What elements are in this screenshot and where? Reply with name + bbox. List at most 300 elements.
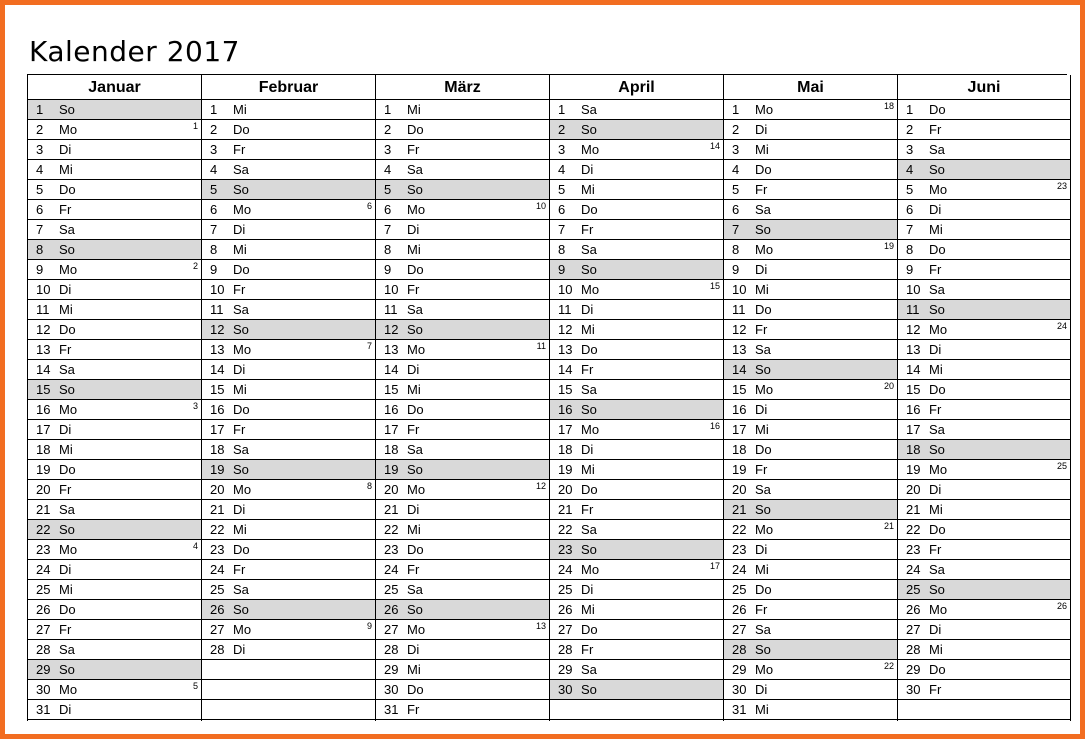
weekday-label: Di — [929, 482, 942, 497]
weekday-label: So — [59, 102, 75, 117]
day-number: 8 — [36, 242, 44, 257]
day-number: 18 — [558, 442, 573, 457]
weekday-label: So — [59, 242, 75, 257]
weekday-label: Sa — [581, 522, 597, 537]
day-number: 9 — [558, 262, 566, 277]
day-row — [898, 180, 1070, 200]
day-number: 11 — [558, 302, 572, 317]
day-number: 9 — [210, 262, 218, 277]
day-number: 8 — [384, 242, 392, 257]
day-row — [28, 540, 201, 560]
day-number: 31 — [732, 702, 747, 717]
week-number: 17 — [709, 561, 720, 571]
weekday-label: Fr — [59, 202, 72, 217]
day-row — [898, 120, 1070, 140]
week-number: 10 — [535, 201, 546, 211]
day-row — [376, 500, 549, 520]
day-number: 28 — [384, 642, 399, 657]
week-number: 15 — [709, 281, 720, 291]
day-number: 2 — [210, 122, 218, 137]
weekday-label: Mi — [59, 442, 73, 457]
day-number: 19 — [732, 462, 747, 477]
day-row — [28, 420, 201, 440]
day-number: 22 — [36, 522, 51, 537]
weekday-label: Do — [59, 462, 76, 477]
empty-day-cell — [550, 700, 723, 720]
weekday-label: Mo — [59, 122, 78, 137]
day-row — [376, 640, 549, 660]
weekday-label: Fr — [581, 642, 594, 657]
day-row — [898, 560, 1070, 580]
weekday-label: Di — [59, 562, 72, 577]
weekday-label: Di — [59, 702, 72, 717]
weekday-label: So — [755, 502, 771, 517]
day-number: 20 — [732, 482, 747, 497]
week-number: 22 — [883, 661, 894, 671]
day-number: 28 — [732, 642, 747, 657]
month-header: Januar — [28, 75, 201, 100]
day-row — [724, 240, 897, 260]
day-row — [376, 700, 549, 720]
day-number: 10 — [210, 282, 225, 297]
weekday-label: So — [581, 402, 597, 417]
day-row — [202, 140, 375, 160]
day-number: 18 — [906, 442, 921, 457]
day-row — [724, 340, 897, 360]
day-number: 5 — [558, 182, 566, 197]
day-row — [376, 360, 549, 380]
day-row — [28, 140, 201, 160]
weekday-label: Mi — [581, 322, 595, 337]
day-number: 9 — [36, 262, 44, 277]
day-row — [550, 140, 723, 160]
day-row — [550, 200, 723, 220]
day-number: 29 — [558, 662, 573, 677]
weekday-label: Sa — [929, 562, 945, 577]
day-number: 19 — [36, 462, 51, 477]
day-row — [28, 360, 201, 380]
weekday-label: Mo — [929, 322, 948, 337]
day-row — [724, 540, 897, 560]
weekday-label: Mo — [929, 462, 948, 477]
day-row — [898, 320, 1070, 340]
day-number: 12 — [906, 322, 921, 337]
day-number: 18 — [210, 442, 225, 457]
weekday-label: Mo — [581, 422, 600, 437]
day-row — [28, 340, 201, 360]
day-row — [202, 580, 375, 600]
day-number: 11 — [384, 302, 398, 317]
day-number: 23 — [210, 542, 225, 557]
day-number: 14 — [210, 362, 225, 377]
day-number: 10 — [732, 282, 747, 297]
day-number: 28 — [210, 642, 225, 657]
day-number: 14 — [384, 362, 399, 377]
day-row — [376, 560, 549, 580]
day-number: 28 — [558, 642, 573, 657]
day-number: 18 — [732, 442, 747, 457]
day-row — [550, 520, 723, 540]
day-number: 27 — [210, 622, 225, 637]
day-number: 25 — [36, 582, 51, 597]
day-row — [724, 320, 897, 340]
day-row — [550, 640, 723, 660]
weekday-label: Fr — [581, 502, 594, 517]
weekday-label: Do — [755, 582, 772, 597]
weekday-label: So — [755, 222, 771, 237]
day-row — [724, 120, 897, 140]
week-number: 4 — [192, 541, 198, 551]
weekday-label: So — [59, 382, 75, 397]
day-row — [550, 320, 723, 340]
weekday-label: Fr — [929, 122, 942, 137]
weekday-label: So — [581, 542, 597, 557]
weekday-label: Mi — [581, 462, 595, 477]
day-row — [898, 300, 1070, 320]
month-header: Juni — [898, 75, 1070, 100]
day-row — [202, 160, 375, 180]
weekday-label: Do — [929, 242, 946, 257]
day-row — [898, 200, 1070, 220]
day-row — [898, 540, 1070, 560]
day-row — [376, 480, 549, 500]
day-number: 30 — [732, 682, 747, 697]
day-number: 3 — [732, 142, 740, 157]
weekday-label: Sa — [59, 642, 75, 657]
weekday-label: Mi — [233, 242, 247, 257]
day-row — [376, 660, 549, 680]
weekday-label: Do — [407, 542, 424, 557]
weekday-label: Di — [929, 622, 942, 637]
week-number: 24 — [1056, 321, 1067, 331]
day-number: 20 — [36, 482, 51, 497]
weekday-label: Mo — [929, 182, 948, 197]
weekday-label: Fr — [929, 542, 942, 557]
weekday-label: Mo — [59, 262, 78, 277]
weekday-label: Mi — [929, 642, 943, 657]
day-row — [376, 620, 549, 640]
week-number: 19 — [883, 241, 894, 251]
day-row — [376, 120, 549, 140]
month-column-2 — [376, 75, 550, 721]
weekday-label: Sa — [407, 582, 423, 597]
day-row — [724, 600, 897, 620]
weekday-label: So — [59, 662, 75, 677]
weekday-label: Fr — [929, 402, 942, 417]
day-number: 21 — [36, 502, 51, 517]
weekday-label: Do — [581, 482, 598, 497]
weekday-label: Mi — [59, 162, 73, 177]
weekday-label: Di — [755, 122, 768, 137]
weekday-label: Mi — [755, 562, 769, 577]
weekday-label: So — [581, 122, 597, 137]
day-row — [376, 300, 549, 320]
weekday-label: Sa — [581, 242, 597, 257]
day-number: 21 — [558, 502, 573, 517]
empty-day-cell — [202, 700, 375, 720]
day-row — [202, 640, 375, 660]
day-number: 2 — [732, 122, 740, 137]
day-number: 11 — [732, 302, 746, 317]
weekday-label: Di — [581, 302, 594, 317]
weekday-label: Fr — [755, 602, 768, 617]
weekday-label: Mo — [581, 282, 600, 297]
day-number: 3 — [210, 142, 218, 157]
weekday-label: Fr — [755, 322, 768, 337]
month-header: April — [550, 75, 723, 100]
weekday-label: Sa — [59, 222, 75, 237]
day-row — [202, 380, 375, 400]
weekday-label: Sa — [407, 442, 423, 457]
month-column-0 — [28, 75, 202, 721]
day-row — [724, 100, 897, 120]
day-row — [550, 440, 723, 460]
day-row — [550, 100, 723, 120]
weekday-label: So — [929, 302, 945, 317]
weekday-label: Mi — [929, 362, 943, 377]
day-number: 17 — [558, 422, 573, 437]
day-number: 3 — [906, 142, 914, 157]
day-number: 25 — [558, 582, 573, 597]
day-number: 1 — [36, 102, 44, 117]
day-number: 26 — [558, 602, 573, 617]
week-number: 26 — [1056, 601, 1067, 611]
day-row — [376, 440, 549, 460]
day-number: 3 — [558, 142, 566, 157]
day-number: 14 — [36, 362, 51, 377]
weekday-label: So — [929, 442, 945, 457]
page-title: Kalender 2017 — [29, 35, 240, 68]
weekday-label: Di — [407, 222, 420, 237]
day-row — [898, 660, 1070, 680]
day-row — [724, 280, 897, 300]
day-row — [898, 380, 1070, 400]
day-number: 23 — [732, 542, 747, 557]
empty-day-cell — [898, 700, 1070, 720]
day-number: 21 — [384, 502, 399, 517]
day-number: 18 — [384, 442, 399, 457]
day-row — [376, 380, 549, 400]
empty-day-cell — [202, 680, 375, 700]
weekday-label: Do — [59, 322, 76, 337]
weekday-label: So — [407, 462, 423, 477]
day-number: 4 — [732, 162, 740, 177]
day-row — [28, 100, 201, 120]
day-row — [724, 480, 897, 500]
weekday-label: Sa — [581, 382, 597, 397]
day-row — [724, 300, 897, 320]
day-row — [550, 540, 723, 560]
day-row — [724, 700, 897, 720]
weekday-label: Do — [59, 182, 76, 197]
day-row — [202, 240, 375, 260]
day-row — [550, 660, 723, 680]
day-number: 4 — [210, 162, 218, 177]
day-number: 1 — [384, 102, 392, 117]
weekday-label: Di — [929, 202, 942, 217]
weekday-label: Mo — [59, 682, 78, 697]
weekday-label: Fr — [755, 182, 768, 197]
day-number: 8 — [558, 242, 566, 257]
day-row — [898, 220, 1070, 240]
week-number: 16 — [709, 421, 720, 431]
weekday-label: So — [233, 602, 249, 617]
day-row — [550, 380, 723, 400]
day-number: 28 — [36, 642, 51, 657]
weekday-label: Sa — [59, 502, 75, 517]
day-row — [724, 220, 897, 240]
day-number: 13 — [732, 342, 747, 357]
day-row — [724, 400, 897, 420]
day-row — [376, 180, 549, 200]
day-number: 2 — [906, 122, 914, 137]
weekday-label: So — [233, 182, 249, 197]
day-number: 29 — [36, 662, 51, 677]
day-number: 27 — [906, 622, 921, 637]
day-row — [898, 340, 1070, 360]
day-number: 25 — [210, 582, 225, 597]
day-row — [202, 260, 375, 280]
weekday-label: Mo — [59, 542, 78, 557]
day-row — [550, 220, 723, 240]
weekday-label: Mo — [755, 382, 774, 397]
weekday-label: Sa — [581, 102, 597, 117]
empty-day-cell — [202, 660, 375, 680]
day-row — [898, 440, 1070, 460]
day-row — [550, 400, 723, 420]
weekday-label: Do — [233, 122, 250, 137]
day-row — [28, 120, 201, 140]
day-row — [376, 520, 549, 540]
weekday-label: Do — [581, 202, 598, 217]
weekday-label: Sa — [233, 442, 249, 457]
weekday-label: Do — [233, 262, 250, 277]
day-row — [28, 300, 201, 320]
day-row — [202, 600, 375, 620]
day-number: 5 — [36, 182, 44, 197]
day-number: 13 — [384, 342, 399, 357]
day-row — [28, 520, 201, 540]
day-number: 14 — [906, 362, 921, 377]
day-number: 21 — [906, 502, 921, 517]
day-number: 27 — [384, 622, 399, 637]
day-number: 11 — [906, 302, 920, 317]
day-number: 7 — [210, 222, 218, 237]
day-number: 16 — [732, 402, 747, 417]
day-row — [550, 300, 723, 320]
day-number: 11 — [36, 302, 50, 317]
day-number: 18 — [36, 442, 51, 457]
day-number: 24 — [906, 562, 921, 577]
day-row — [724, 660, 897, 680]
weekday-label: Mo — [755, 102, 774, 117]
day-row — [202, 520, 375, 540]
weekday-label: Fr — [233, 422, 246, 437]
day-number: 11 — [210, 302, 224, 317]
day-row — [724, 500, 897, 520]
day-number: 19 — [906, 462, 921, 477]
month-header: Mai — [724, 75, 897, 100]
weekday-label: Sa — [755, 482, 771, 497]
day-number: 30 — [384, 682, 399, 697]
weekday-label: So — [407, 182, 423, 197]
day-number: 23 — [36, 542, 51, 557]
day-row — [724, 260, 897, 280]
day-number: 5 — [732, 182, 740, 197]
day-row — [202, 340, 375, 360]
weekday-label: Di — [407, 642, 420, 657]
day-number: 27 — [558, 622, 573, 637]
weekday-label: Mo — [233, 342, 252, 357]
weekday-label: So — [755, 642, 771, 657]
day-row — [202, 420, 375, 440]
weekday-label: Fr — [233, 142, 246, 157]
day-row — [376, 240, 549, 260]
day-number: 26 — [384, 602, 399, 617]
weekday-label: Mi — [581, 602, 595, 617]
weekday-label: Sa — [407, 162, 423, 177]
day-row — [28, 400, 201, 420]
day-number: 22 — [384, 522, 399, 537]
weekday-label: Mo — [233, 622, 252, 637]
day-row — [202, 100, 375, 120]
day-row — [202, 360, 375, 380]
day-number: 25 — [384, 582, 399, 597]
weekday-label: Fr — [59, 482, 72, 497]
day-row — [202, 540, 375, 560]
day-number: 24 — [210, 562, 225, 577]
day-row — [550, 160, 723, 180]
day-row — [898, 500, 1070, 520]
weekday-label: Mo — [755, 242, 774, 257]
day-row — [898, 620, 1070, 640]
day-row — [898, 600, 1070, 620]
day-number: 12 — [210, 322, 225, 337]
day-number: 15 — [906, 382, 921, 397]
week-number: 6 — [366, 201, 372, 211]
weekday-label: So — [581, 262, 597, 277]
day-row — [550, 180, 723, 200]
day-row — [28, 180, 201, 200]
weekday-label: Di — [59, 142, 72, 157]
day-row — [550, 620, 723, 640]
day-row — [898, 580, 1070, 600]
weekday-label: So — [407, 322, 423, 337]
day-row — [550, 420, 723, 440]
day-number: 12 — [558, 322, 573, 337]
weekday-label: So — [929, 162, 945, 177]
weekday-label: Mo — [755, 522, 774, 537]
day-number: 15 — [384, 382, 399, 397]
day-number: 8 — [906, 242, 914, 257]
weekday-label: Sa — [233, 302, 249, 317]
weekday-label: So — [233, 322, 249, 337]
day-number: 30 — [36, 682, 51, 697]
day-row — [28, 680, 201, 700]
weekday-label: Fr — [407, 422, 420, 437]
month-column-5 — [898, 75, 1071, 721]
weekday-label: Do — [233, 542, 250, 557]
day-number: 10 — [906, 282, 921, 297]
weekday-label: Mi — [755, 702, 769, 717]
weekday-label: Di — [407, 362, 420, 377]
day-number: 16 — [384, 402, 399, 417]
day-number: 1 — [210, 102, 218, 117]
weekday-label: Mi — [407, 662, 421, 677]
day-number: 8 — [210, 242, 218, 257]
day-row — [28, 200, 201, 220]
month-column-4 — [724, 75, 898, 721]
